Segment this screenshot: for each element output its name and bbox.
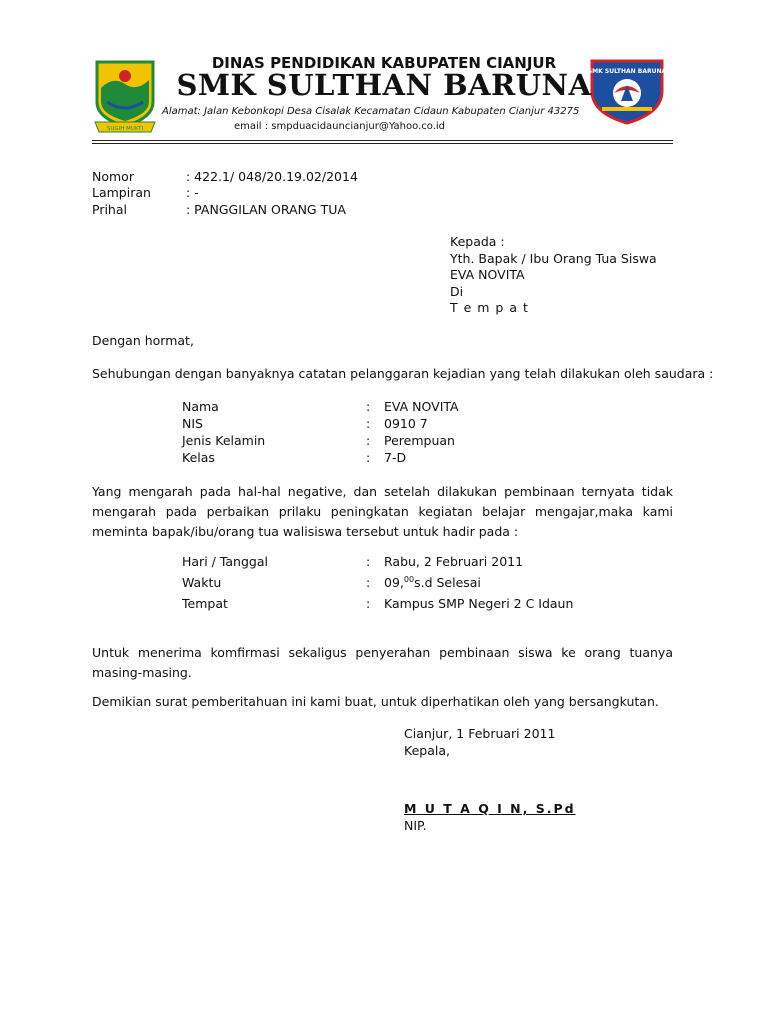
waktu-rest: s.d Selesai bbox=[414, 575, 481, 591]
student-value-gender: Perempuan bbox=[384, 433, 455, 448]
student-label-nama: Nama bbox=[182, 399, 219, 414]
waktu-hour: 09, bbox=[384, 575, 404, 591]
student-label-nis: NIS bbox=[182, 416, 203, 431]
paragraph-closing: Demikian surat pemberitahuan ini kami buat, untuk diperhatikan oleh yang bersangkutan. bbox=[92, 694, 659, 709]
student-sep-kelas: : bbox=[366, 450, 371, 465]
student-label-kelas: Kelas bbox=[182, 450, 215, 465]
recipient-di: Di bbox=[450, 284, 464, 299]
school-name: SMK SULTHAN BARUNA bbox=[176, 68, 592, 102]
meta-label-nomor: Nomor bbox=[92, 169, 134, 184]
recipient-kepada: Kepada : bbox=[450, 234, 505, 249]
schedule-value-tempat: Kampus SMP Negeri 2 C Idaun bbox=[384, 596, 574, 611]
header-divider-thin bbox=[92, 143, 673, 144]
school-email: email : smpduacidauncianjur@Yahoo.co.id bbox=[234, 121, 445, 132]
emblem-text: SMK SULTHAN BARUNA bbox=[588, 68, 666, 75]
schedule-sep-waktu: : bbox=[366, 575, 371, 590]
intro-text: Sehubungan dengan banyaknya catatan pelanggaran kejadian yang telah dilakukan oleh saudara : bbox=[92, 366, 714, 381]
header-divider bbox=[92, 140, 673, 141]
meta-label-prihal: Prihal bbox=[92, 202, 127, 217]
recipient-yth: Yth. Bapak / Ibu Orang Tua Siswa bbox=[450, 251, 657, 266]
signature-nip: NIP. bbox=[404, 818, 427, 833]
schedule-sep-hari: : bbox=[366, 554, 371, 569]
dinas-heading: DINAS PENDIDIKAN KABUPATEN CIANJUR bbox=[211, 54, 557, 72]
schedule-label-waktu: Waktu bbox=[182, 575, 222, 590]
recipient-name: EVA NOVITA bbox=[450, 267, 525, 282]
schedule-value-waktu bbox=[384, 575, 481, 590]
student-value-nis: 0910 7 bbox=[384, 416, 428, 431]
school-address: Alamat: Jalan Kebonkopi Desa Cisalak Kecamatan Cidaun Kabupaten Cianjur 43275 bbox=[162, 106, 580, 117]
student-label-gender: Jenis Kelamin bbox=[182, 433, 266, 448]
schedule-sep-tempat: : bbox=[366, 596, 371, 611]
meta-value-prihal: : PANGGILAN ORANG TUA bbox=[186, 202, 346, 217]
ribbon-text: SUGIH MUKTI bbox=[106, 126, 144, 132]
student-sep-nis: : bbox=[366, 416, 371, 431]
waktu-minute: 00 bbox=[403, 575, 415, 584]
meta-value-lampiran: : - bbox=[186, 185, 199, 200]
student-sep-gender: : bbox=[366, 433, 371, 448]
paragraph-confirmation: Untuk menerima komfirmasi sekaligus penyerahan pembinaan siswa ke orang tuanya masing-masing. bbox=[92, 645, 673, 680]
schedule-label-tempat: Tempat bbox=[182, 596, 228, 611]
signature-place-date: Cianjur, 1 Februari 2011 bbox=[404, 726, 556, 741]
signature-name: M U T A Q I N, S.Pd bbox=[404, 801, 576, 816]
schedule-label-hari: Hari / Tanggal bbox=[182, 554, 268, 569]
meta-label-lampiran: Lampiran bbox=[92, 185, 151, 200]
meta-value-nomor: : 422.1/ 048/20.19.02/2014 bbox=[186, 169, 358, 184]
signature-title: Kepala, bbox=[404, 743, 450, 758]
paragraph-violation: Yang mengarah pada hal-hal negative, dan setelah dilakukan pembinaan ternyata tidak mengarah pada perbaikan prilaku peningkatan kegiatan belajar mengajar,maka kami meminta bapak/ibu/orang tua walisiswa tersebut untuk hadir pada : bbox=[92, 484, 673, 539]
greeting: Dengan hormat, bbox=[92, 333, 194, 348]
schedule-value-hari: Rabu, 2 Februari 2011 bbox=[384, 554, 524, 569]
student-sep-nama: : bbox=[366, 399, 371, 414]
student-value-nama: EVA NOVITA bbox=[384, 399, 459, 414]
student-value-kelas: 7-D bbox=[384, 450, 407, 465]
recipient-tempat: T e m p a t bbox=[450, 300, 529, 315]
